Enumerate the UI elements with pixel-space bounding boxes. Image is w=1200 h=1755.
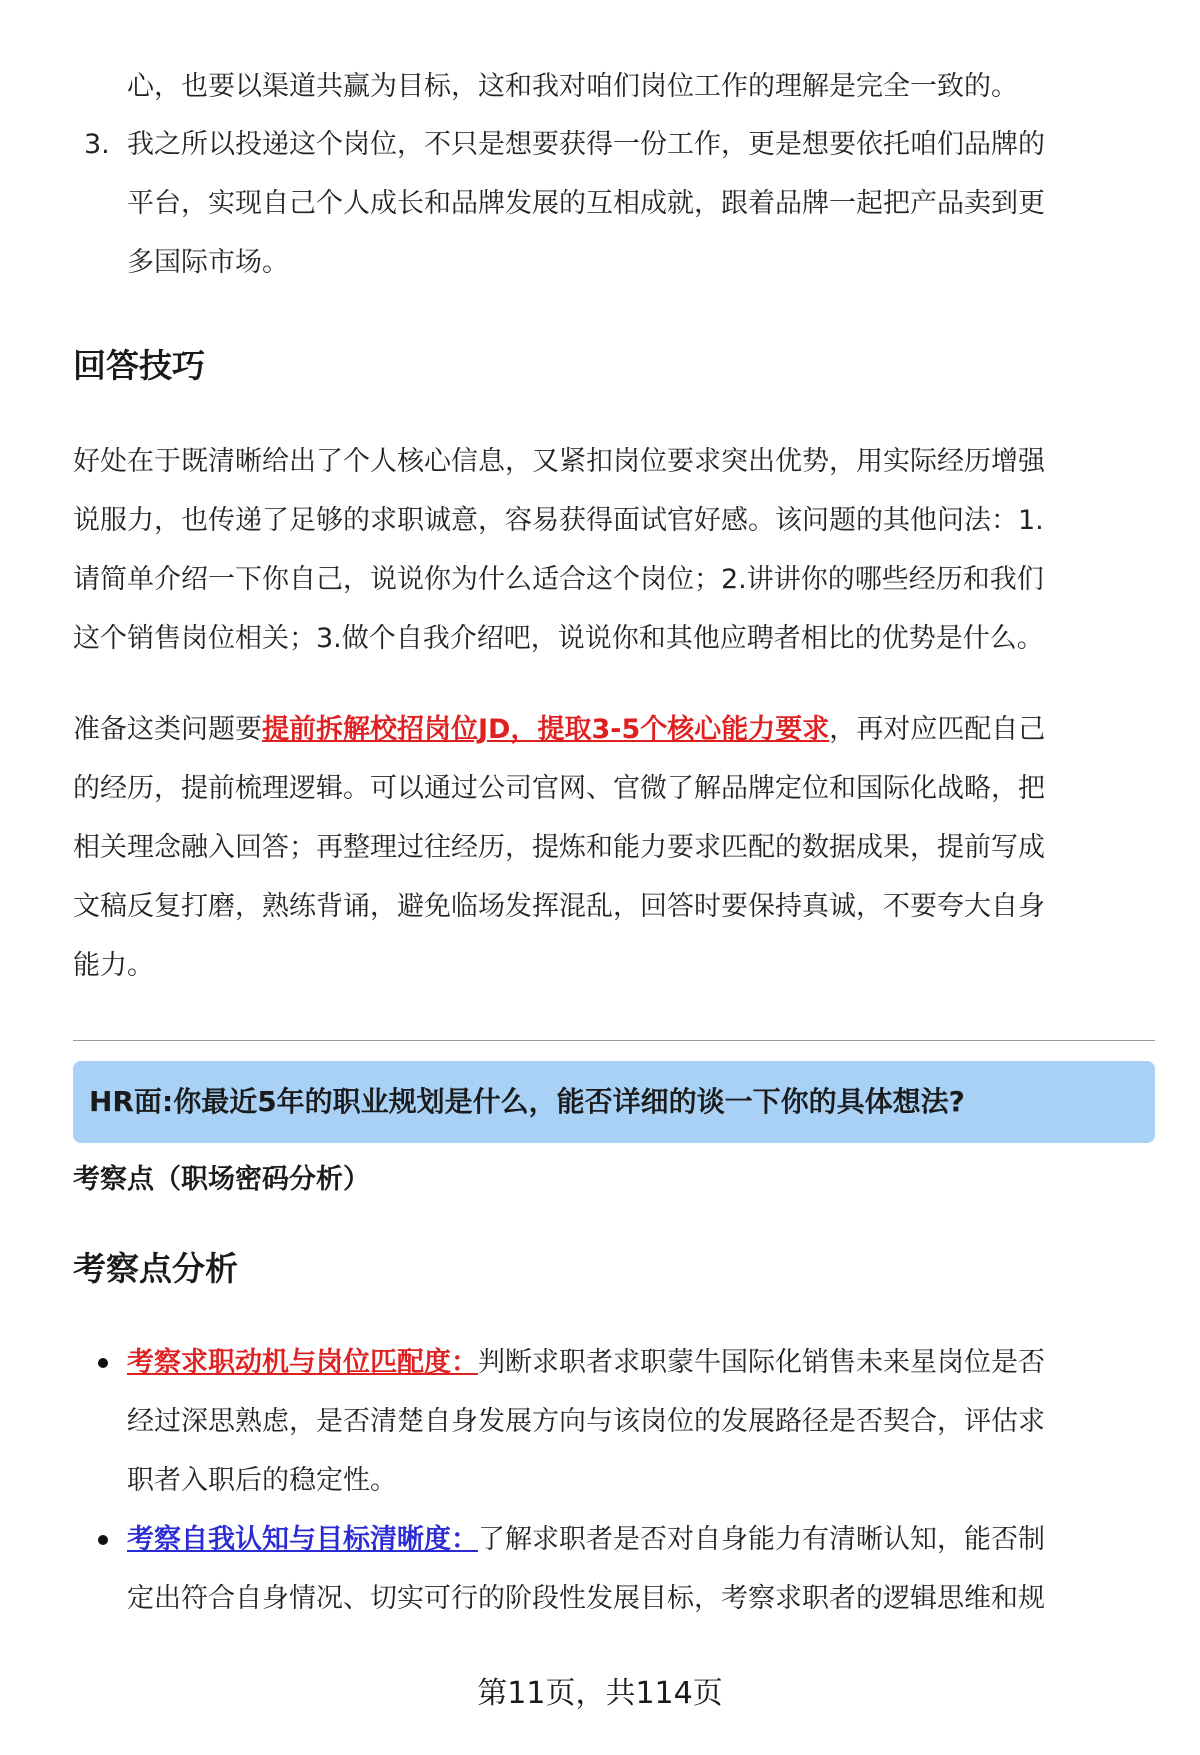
subheading-analysis: 考察点（职场密码分析） — [73, 1164, 370, 1195]
list-item-line: 平台，实现自己个人成长和品牌发展的互相成就，跟着品牌一起把产品卖到更 — [127, 188, 1045, 219]
bullet-label: 考察求职动机与岗位匹配度： — [127, 1347, 478, 1378]
list-item-line: 多国际市场。 — [127, 247, 289, 278]
bullet-dot — [98, 1358, 108, 1368]
paragraph-text: 准备这类问题要 — [73, 714, 262, 745]
section-heading-analysis: 考察点分析 — [73, 1249, 238, 1288]
bullet-line-1 — [127, 1333, 1045, 1392]
bullet-line: 定出符合自身情况、切实可行的阶段性发展目标，考察求职者的逻辑思维和规 — [127, 1583, 1045, 1614]
paragraph-line: 文稿反复打磨，熟练背诵，避免临场发挥混乱，回答时要保持真诚，不要夸大自身 — [73, 891, 1045, 922]
bullet-label: 考察自我认知与目标清晰度： — [127, 1524, 478, 1555]
paragraph-line: 的经历，提前梳理逻辑。可以通过公司官网、官微了解品牌定位和国际化战略，把 — [73, 773, 1045, 804]
paragraph-line: 说服力，也传递了足够的求职诚意，容易获得面试官好感。该问题的其他问法：1. — [73, 505, 1044, 536]
highlight-text: 提前拆解校招岗位JD，提取3-5个核心能力要求 — [262, 714, 830, 745]
question-text: HR面:你最近5年的职业规划是什么，能否详细的谈一下你的具体想法? — [89, 1085, 965, 1118]
paragraph-line: 好处在于既清晰给出了个人核心信息，又紧扣岗位要求突出优势，用实际经历增强 — [73, 446, 1045, 477]
list-item-continuation: 心，也要以渠道共赢为目标，这和我对咱们岗位工作的理解是完全一致的。 — [127, 71, 1018, 102]
section-divider — [73, 1040, 1155, 1041]
paragraph-line: 这个销售岗位相关；3.做个自我介绍吧，说说你和其他应聘者相比的优势是什么。 — [73, 623, 1044, 654]
paragraph-line: 能力。 — [73, 950, 154, 981]
paragraph-line: 请简单介绍一下你自己，说说你为什么适合这个岗位；2.讲讲你的哪些经历和我们 — [73, 564, 1044, 595]
bullet-line-2 — [127, 1510, 1045, 1569]
paragraph-line: 相关理念融入回答；再整理过往经历，提炼和能力要求匹配的数据成果，提前写成 — [73, 832, 1045, 863]
bullet-line: 职者入职后的稳定性。 — [127, 1465, 397, 1496]
list-item-line: 我之所以投递这个岗位，不只是想要获得一份工作，更是想要依托咱们品牌的 — [127, 129, 1045, 160]
bullet-line: 经过深思熟虑，是否清楚自身发展方向与该岗位的发展路径是否契合，评估求 — [127, 1406, 1045, 1437]
page-number: 第11页，共114页 — [477, 1676, 723, 1711]
paragraph-line-with-highlight — [73, 700, 1155, 759]
list-number: 3. — [84, 129, 110, 160]
bullet-text: 了解求职者是否对自身能力有清晰认知，能否制 — [478, 1524, 1045, 1555]
bullet-dot — [98, 1535, 108, 1545]
paragraph-text: ，再对应匹配自己 — [829, 714, 1046, 745]
bullet-text: 判断求职者求职蒙牛国际化销售未来星岗位是否 — [478, 1347, 1045, 1378]
section-heading-tips: 回答技巧 — [73, 346, 205, 385]
